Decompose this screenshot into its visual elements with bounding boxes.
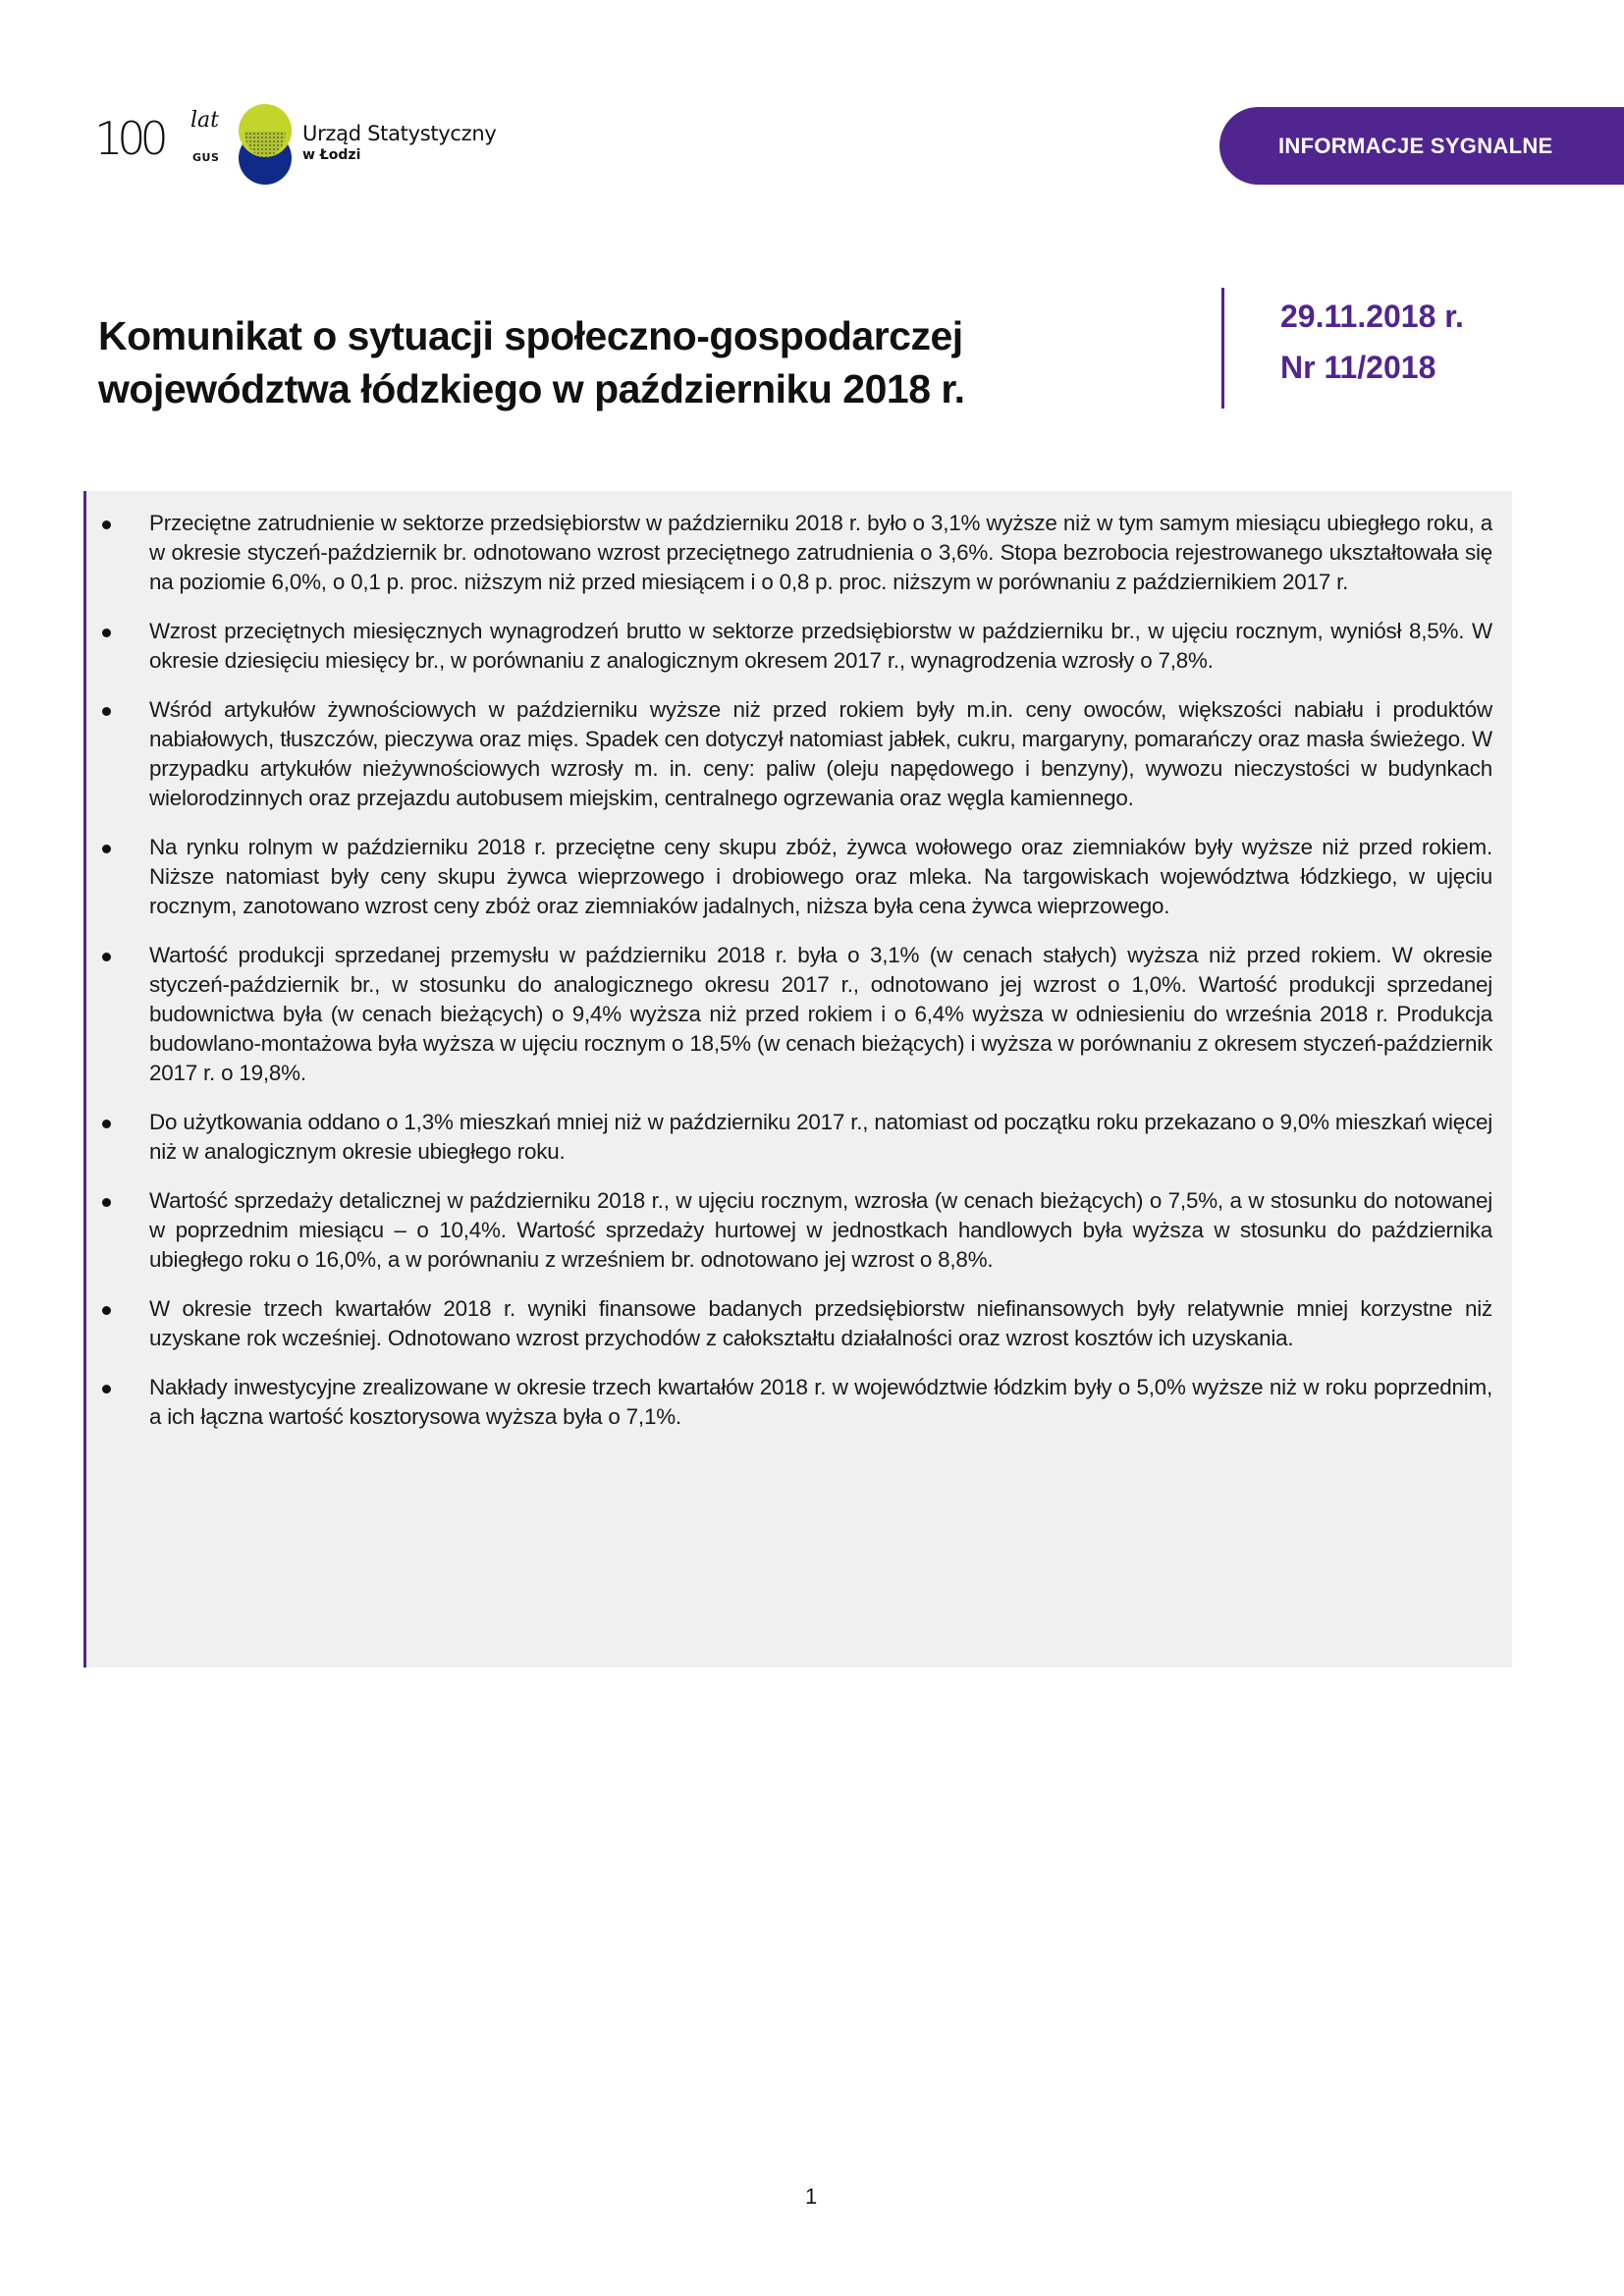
information-type-badge (1219, 107, 1624, 185)
logo-org-name: Urząd Statystyczny (302, 122, 497, 145)
publication-date: 29.11.2018 r. (1280, 299, 1464, 334)
logo-text (302, 122, 497, 163)
summary-text: Do użytkowania oddano o 1,3% mieszkań mniej niż w październiku 2017 r., natomiast od początku roku przekazano o 9,0% mieszkań więcej niż w analogicznym okresie ubiegłego roku. (149, 1110, 1492, 1164)
bullet-icon (102, 1120, 111, 1128)
badge-label: INFORMACJE SYGNALNE (1278, 133, 1553, 158)
publication-number: Nr 11/2018 (1280, 350, 1436, 385)
logo-centenary-word: lat (190, 108, 219, 133)
bullet-icon (102, 845, 111, 853)
summary-text: Wartość sprzedaży detalicznej w październiku 2018 r., w ujęciu rocznym, wzrosła (w cenach bieżących) o 7,5%, a w stosunku do notowanej w poprzednim miesiącu – o 10,4%. Wartość sprzedaży hurtowej w jednostkach handlowych była wyższa w stosunku do października ubiegłego roku o 16,0%, a w porównaniu z wrześniem br. odnotowano jej wzrost o 8,8%. (149, 1188, 1492, 1272)
document-title: Komunikat o sytuacji społeczno-gospodarczej województwa łódzkiego w październiku 2018 r. (98, 313, 965, 412)
bullet-icon (102, 1198, 111, 1207)
summary-text: Wzrost przeciętnych miesięcznych wynagrodzeń brutto w sektorze przedsiębiorstw w październiku br., w ujęciu rocznym, wyniósł 8,5%. W okresie dziesięciu miesięcy br., w porównaniu z analogicznym okresem 2017 r., wynagrodzenia wzrosły o 7,8%. (149, 619, 1492, 673)
summary-item-prices (86, 695, 1512, 813)
summary-item-employment (86, 509, 1512, 597)
summary-item-finance (86, 1294, 1512, 1353)
summary-text: Na rynku rolnym w październiku 2018 r. przeciętne ceny skupu zbóż, żywca wołowego oraz ziemniaków były wyższe niż przed rokiem. Niższe natomiast były ceny skupu żywca wieprzowego i drobiowego oraz mleka. Na targowiskach województwa łódzkiego, w ujęciu rocznym, zanotowano wzrost ceny zbóż oraz ziemniaków jadalnych, niższa była cena żywca wieprzowego. (149, 835, 1492, 918)
summary-list (86, 491, 1512, 1432)
summary-item-agriculture (86, 833, 1512, 921)
logo-centenary-number: 100 (94, 112, 163, 165)
summary-item-housing (86, 1108, 1512, 1167)
document-meta (1280, 291, 1464, 393)
gus-logo (94, 104, 507, 187)
summary-item-sales (86, 1186, 1512, 1275)
bullet-icon (102, 707, 111, 716)
bullet-icon (102, 520, 111, 529)
summary-text: Nakłady inwestycyjne zrealizowane w okresie trzech kwartałów 2018 r. w województwie łódzkim były o 5,0% wyższe niż w roku poprzednim, a ich łączna wartość kosztorysowa wyższa była o 7,1%. (149, 1375, 1492, 1429)
summary-item-investment (86, 1373, 1512, 1432)
summary-text: Wśród artykułów żywnościowych w październiku wyższe niż przed rokiem były m.in. ceny owoców, większości nabiału i produktów nabiałowych, tłuszczów, pieczywa oraz mięs. Spadek cen dotyczył natomiast jabłek, cukru, margaryny, pomarańczy oraz masła świeżego. W przypadku artykułów nieżywnościowych wzrosły m. in. ceny: paliw (oleju napędowego i benzyny), wywozu nieczystości w budynkach wielorodzinnych oraz przejazdu autobusem miejskim, centralnego ogrzewania oraz węgla kamiennego. (149, 697, 1492, 810)
logo-circles-icon (239, 104, 294, 187)
bullet-icon (102, 629, 111, 637)
summary-item-production (86, 941, 1512, 1088)
page-number: 1 (805, 2184, 818, 2209)
summary-box (83, 491, 1512, 1667)
logo-org-city: w Łodzi (302, 147, 361, 163)
summary-text: W okresie trzech kwartałów 2018 r. wyniki finansowe badanych przedsiębiorstw niefinansowych były relatywnie mniej korzystne niż uzyskane rok wcześniej. Odnotowano wzrost przychodów z całokształtu działalności oraz wzrost kosztów ich uzyskania. (149, 1296, 1492, 1350)
bullet-icon (102, 1385, 111, 1394)
title-divider (1221, 288, 1224, 409)
summary-item-wages (86, 617, 1512, 676)
bullet-icon (102, 1306, 111, 1315)
summary-text: Wartość produkcji sprzedanej przemysłu w październiku 2018 r. była o 3,1% (w cenach stałych) wyższa niż przed rokiem. W okresie styczeń-październik br., w stosunku do analogicznego okresu 2017 r., odnotowano jej wzrost o 1,0%. Wartość produkcji sprzedanej budownictwa była (w cenach bieżących) o 9,4% wyższa niż przed rokiem i o 6,4% wyższa w odniesieniu do września 2018 r. Produkcja budowlano-montażowa była wyższa w ujęciu rocznym o 18,5% (w cenach bieżących) i wyższa w porównaniu z okresem styczeń-październik 2017 r. o 19,8%. (149, 943, 1492, 1085)
bullet-icon (102, 953, 111, 961)
summary-text: Przeciętne zatrudnienie w sektorze przedsiębiorstw w październiku 2018 r. było o 3,1% wyższe niż w tym samym miesiącu ubiegłego roku, a w okresie styczeń-październik br. odnotowano wzrost przeciętnego zatrudnienia o 3,6%. Stopa bezrobocia rejestrowanego ukształtowała się na poziomie 6,0%, o 0,1 p. proc. niższym niż przed miesiącem i o 0,8 p. proc. niższym w porównaniu z październikiem 2017 r. (149, 511, 1492, 594)
logo-centenary-org: GUS (192, 151, 220, 164)
